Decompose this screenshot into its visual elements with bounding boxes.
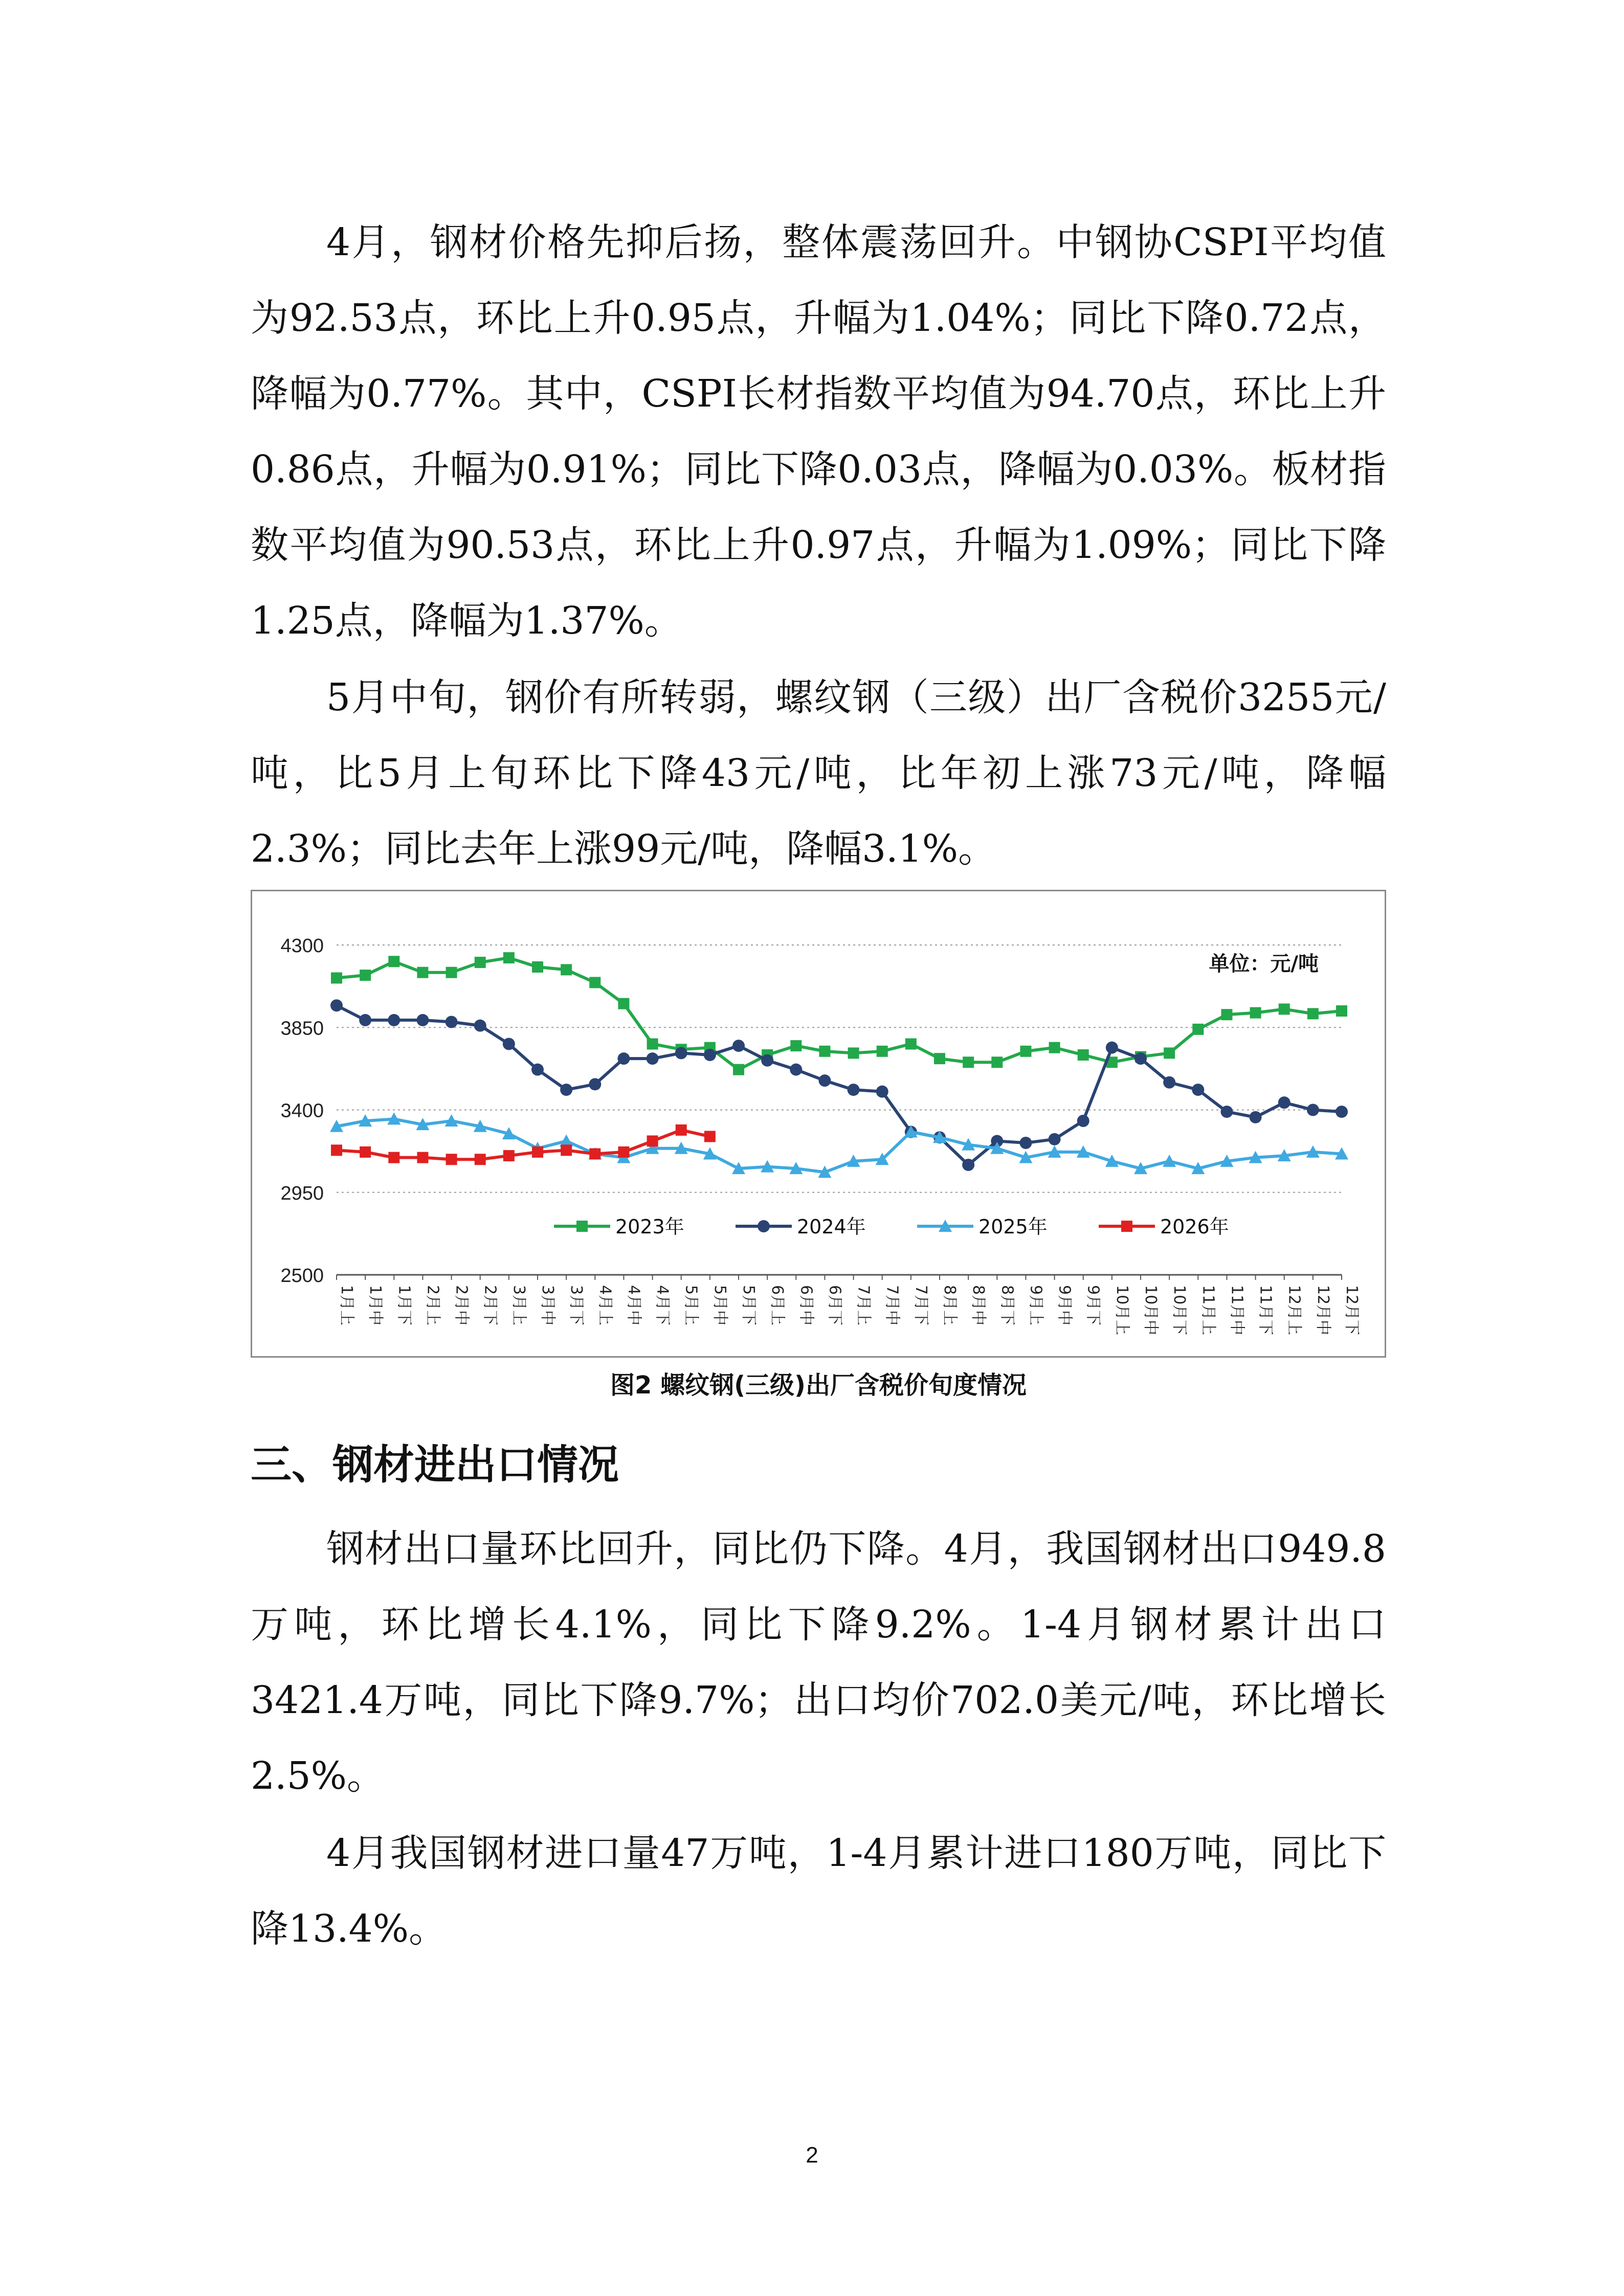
x-tick-label: 3月中: [539, 1285, 557, 1326]
x-tick-label: 12月中: [1314, 1285, 1332, 1336]
legend-label: 2023年: [615, 1215, 684, 1238]
data-point-2026年: [360, 1146, 371, 1158]
series-line-2023年: [337, 958, 1342, 1070]
data-point-2024年: [1019, 1137, 1032, 1149]
data-point-2023年: [848, 1047, 859, 1059]
data-point-2026年: [503, 1150, 515, 1161]
x-tick-label: 5月上: [682, 1285, 700, 1326]
data-point-2024年: [446, 1016, 458, 1028]
data-point-2026年: [618, 1146, 629, 1158]
data-point-2024年: [330, 999, 343, 1011]
x-tick-label: 4月上: [596, 1285, 614, 1326]
data-point-2024年: [1220, 1106, 1233, 1118]
data-point-2026年: [388, 1152, 399, 1163]
data-point-2024年: [647, 1052, 659, 1065]
data-point-2024年: [1106, 1042, 1118, 1054]
x-tick-label: 9月上: [1027, 1285, 1045, 1326]
legend-label: 2026年: [1160, 1215, 1229, 1238]
data-point-2024年: [1250, 1111, 1262, 1123]
x-tick-label: 7月上: [854, 1285, 873, 1326]
paragraph-rebar-price: 5月中旬，钢价有所转弱，螺纹钢（三级）出厂含税价3255元/吨，比5月上旬环比下降43元/吨，比年初上涨73元/吨，降幅2.3%；同比去年上涨99元/吨，降幅3.1%。: [251, 676, 1386, 871]
data-point-2026年: [589, 1149, 600, 1160]
data-point-2023年: [446, 967, 457, 978]
data-point-2024年: [876, 1086, 888, 1098]
data-point-2026年: [647, 1135, 658, 1146]
x-tick-label: 2月上: [424, 1285, 442, 1326]
legend-label: 2025年: [978, 1215, 1048, 1238]
data-point-2024年: [1278, 1096, 1291, 1109]
x-tick-label: 3月下: [567, 1285, 586, 1326]
series-line-2025年: [337, 1119, 1342, 1172]
data-point-2024年: [732, 1040, 745, 1052]
data-point-2024年: [675, 1047, 687, 1059]
data-point-2023年: [647, 1039, 658, 1050]
x-tick-label: 2月下: [481, 1285, 499, 1326]
data-point-2025年: [1163, 1155, 1176, 1167]
series-line-2024年: [337, 1005, 1342, 1165]
rebar-price-chart: [251, 890, 1386, 1358]
data-point-2023年: [790, 1040, 802, 1051]
data-point-2023年: [331, 973, 342, 984]
data-point-2023年: [1221, 1009, 1232, 1020]
x-tick-label: 1月中: [366, 1285, 385, 1326]
section-heading: 三、钢材进出口情况: [251, 1441, 619, 1489]
x-tick-label: 3月上: [509, 1285, 528, 1326]
unit-label: 单位：元/吨: [1209, 952, 1319, 976]
x-tick-label: 1月上: [338, 1285, 355, 1326]
x-tick-label: 1月下: [395, 1285, 413, 1326]
data-point-2023年: [819, 1046, 830, 1057]
data-point-2024年: [962, 1159, 974, 1171]
data-point-2024年: [589, 1078, 601, 1090]
x-tick-label: 5月下: [740, 1285, 758, 1326]
paragraph-import: 4月我国钢材进口量47万吨，1-4月累计进口180万吨，同比下降13.4%。: [251, 1831, 1386, 1951]
x-tick-label: 6月上: [768, 1285, 787, 1326]
data-point-2023年: [934, 1053, 945, 1064]
data-point-2026年: [532, 1146, 543, 1158]
data-point-2024年: [416, 1014, 429, 1026]
page-number: 2: [806, 2143, 818, 2168]
x-tick-label: 10月上: [1113, 1285, 1131, 1336]
data-point-2023年: [360, 970, 371, 981]
data-point-2023年: [1250, 1007, 1261, 1019]
data-point-2024年: [1192, 1084, 1204, 1096]
x-tick-label: 11月下: [1256, 1285, 1275, 1336]
legend-marker: [758, 1220, 770, 1232]
data-point-2023年: [1336, 1005, 1347, 1017]
data-point-2023年: [475, 957, 486, 968]
legend-marker: [576, 1221, 588, 1232]
data-point-2023年: [618, 998, 629, 1009]
data-point-2023年: [991, 1056, 1003, 1068]
x-tick-label: 4月下: [653, 1285, 672, 1326]
x-tick-label: 10月中: [1142, 1285, 1160, 1336]
data-point-2023年: [417, 967, 428, 978]
x-tick-label: 8月中: [969, 1285, 988, 1326]
data-point-2023年: [1279, 1003, 1290, 1015]
x-tick-label: 6月下: [826, 1285, 844, 1326]
x-tick-label: 6月中: [797, 1285, 815, 1326]
data-point-2024年: [1077, 1115, 1089, 1127]
data-point-2024年: [761, 1054, 773, 1067]
data-point-2024年: [790, 1064, 802, 1076]
data-point-2023年: [963, 1056, 974, 1068]
data-point-2023年: [877, 1046, 888, 1057]
x-tick-label: 9月中: [1055, 1285, 1074, 1326]
data-point-2026年: [561, 1144, 572, 1156]
x-tick-label: 8月上: [941, 1285, 959, 1326]
data-point-2024年: [704, 1049, 716, 1061]
x-tick-label: 10月下: [1170, 1285, 1189, 1336]
data-point-2024年: [617, 1052, 630, 1065]
data-point-2026年: [676, 1124, 687, 1136]
data-point-2024年: [503, 1038, 515, 1050]
data-point-2026年: [475, 1154, 486, 1165]
data-point-2023年: [733, 1064, 744, 1075]
x-tick-label: 5月中: [710, 1285, 729, 1326]
paragraph-cspi: 4月，钢材价格先抑后扬，整体震荡回升。中钢协CSPI平均值为92.53点，环比上升0.95点，升幅为1.04%；同比下降0.72点，降幅为0.77%。其中，CSPI长材指数平均值为94.70点，环比上升0.86点，升幅为0.91%；同比下降0.03点，降幅为0.03%。板材指数平均值为90.53点，环比上升0.97点，升幅为1.09%；同比下降1.25点，降幅为1.37%。: [251, 220, 1386, 643]
x-tick-label: 4月中: [625, 1285, 643, 1326]
chart-svg: [252, 891, 1385, 1356]
x-tick-label: 12月上: [1285, 1285, 1303, 1336]
legend-marker: [1121, 1221, 1132, 1232]
data-point-2024年: [531, 1064, 544, 1076]
figure-caption: 图2 螺纹钢(三级)出厂含税价旬度情况: [610, 1371, 1027, 1400]
data-point-2023年: [1192, 1024, 1204, 1035]
data-point-2023年: [1164, 1047, 1175, 1059]
data-point-2024年: [848, 1084, 860, 1096]
data-point-2024年: [1163, 1076, 1175, 1089]
x-tick-label: 8月下: [998, 1285, 1016, 1326]
data-point-2024年: [1134, 1052, 1147, 1065]
x-tick-label: 7月中: [883, 1285, 901, 1326]
x-tick-label: 7月下: [911, 1285, 930, 1326]
data-point-2023年: [1020, 1046, 1031, 1057]
data-point-2023年: [905, 1039, 917, 1050]
data-point-2026年: [417, 1152, 428, 1163]
data-point-2026年: [446, 1154, 457, 1165]
data-point-2023年: [1049, 1042, 1060, 1053]
y-tick-label: 4300: [280, 935, 324, 957]
x-tick-label: 2月中: [452, 1285, 471, 1326]
data-point-2024年: [1307, 1104, 1319, 1116]
legend-label: 2024年: [797, 1215, 866, 1238]
x-tick-label: 11月中: [1228, 1285, 1246, 1336]
data-point-2024年: [1336, 1106, 1348, 1118]
data-point-2024年: [818, 1074, 831, 1087]
data-point-2023年: [388, 956, 399, 967]
y-tick-label: 3400: [280, 1100, 324, 1122]
data-point-2026年: [704, 1131, 716, 1142]
x-tick-label: 11月上: [1199, 1285, 1217, 1336]
data-point-2023年: [532, 961, 543, 973]
data-point-2024年: [388, 1014, 400, 1026]
paragraph-export: 钢材出口量环比回升，同比仍下降。4月，我国钢材出口949.8万吨，环比增长4.1%，同比下降9.2%。1-4月钢材累计出口3421.4万吨，同比下降9.7%；出口均价702.0美元/吨，环比增长2.5%。: [251, 1527, 1386, 1798]
data-point-2023年: [1078, 1049, 1089, 1061]
data-point-2024年: [474, 1020, 486, 1032]
data-point-2026年: [331, 1144, 342, 1156]
data-point-2024年: [1049, 1133, 1061, 1145]
data-point-2023年: [503, 952, 515, 963]
y-tick-label: 2500: [280, 1265, 324, 1287]
y-tick-label: 3850: [280, 1018, 324, 1040]
x-tick-label: 9月下: [1084, 1285, 1102, 1326]
data-point-2023年: [1307, 1008, 1319, 1019]
y-tick-label: 2950: [280, 1182, 324, 1204]
x-tick-label: 12月下: [1343, 1285, 1361, 1336]
data-point-2024年: [560, 1084, 572, 1096]
data-point-2024年: [359, 1014, 371, 1026]
data-point-2023年: [589, 977, 600, 988]
data-point-2023年: [561, 964, 572, 975]
